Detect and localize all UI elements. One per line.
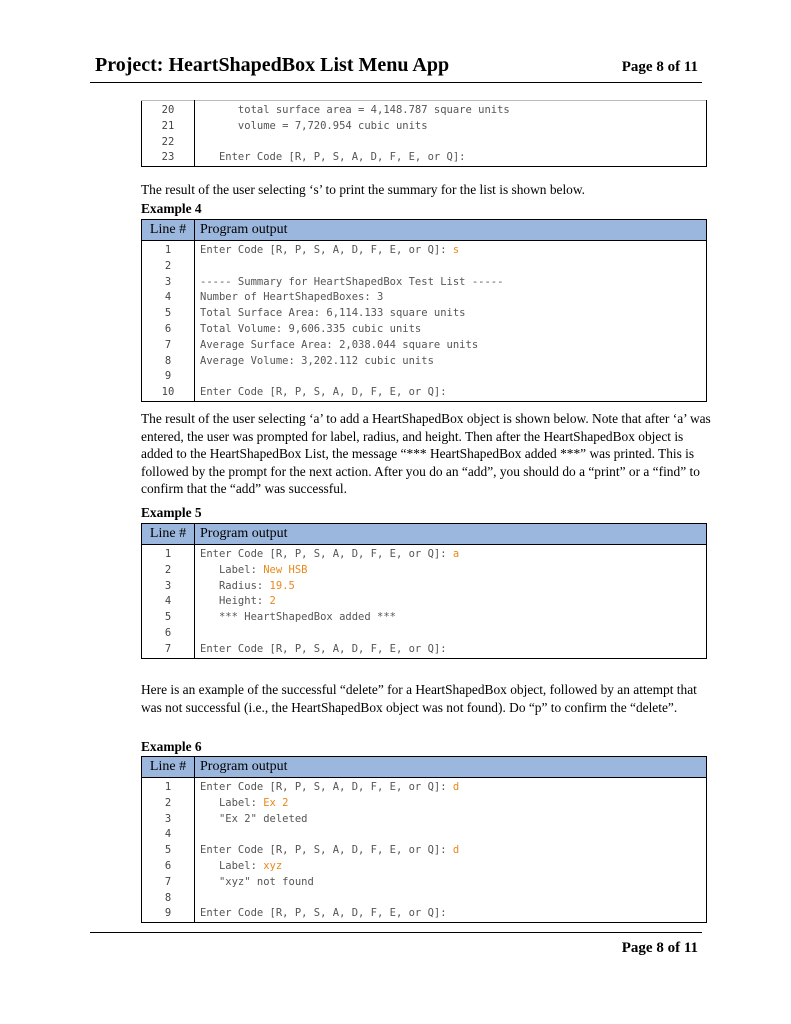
line-number: 4	[142, 594, 195, 610]
output-text: Enter Code [R, P, S, A, D, F, E, or Q]:	[200, 844, 453, 857]
output-row	[142, 322, 707, 338]
output-line	[195, 135, 707, 151]
paragraph-add-intro: The result of the user selecting ‘a’ to add a HeartShapedBox object is shown below. Note that after ‘a’ was entered, the user was prompted for label, radius, and height. Then after the HeartShapedBox object is added to the HeartShapedBox List, the message “*** HeartShapedBox added ***” was printed. This is followed by the prompt for the next action. After you do an “add”, you should do a “print” or a “find” to confirm that the “add” was successful.	[141, 411, 711, 496]
output-text: Average Surface Area: 2,038.044 square units	[200, 338, 479, 351]
line-number: 7	[142, 642, 195, 658]
output-text: total surface area = 4,148.787 square units	[200, 104, 510, 116]
output-text: Label:	[200, 796, 264, 809]
output-text: volume = 7,720.954 cubic units	[200, 119, 428, 132]
output-row	[142, 594, 707, 610]
output-text: Enter Code [R, P, S, A, D, F, E, or Q]:	[200, 151, 466, 164]
paragraph-summary-intro: The result of the user selecting ‘s’ to print the summary for the list is shown below.	[141, 182, 586, 197]
output-text: Total Surface Area: 6,114.133 square units	[200, 307, 466, 320]
line-number-header: Line #	[142, 757, 195, 778]
line-number: 3	[142, 579, 195, 595]
example-5-label: Example 5	[141, 505, 202, 520]
output-line	[195, 306, 707, 322]
output-line	[195, 241, 707, 259]
line-number: 4	[142, 290, 195, 306]
output-line	[195, 563, 707, 579]
output-row	[142, 101, 707, 119]
user-input: s	[452, 244, 460, 256]
output-line	[195, 626, 707, 642]
output-text: "Ex 2" deleted	[200, 812, 308, 825]
line-number: 1	[142, 778, 195, 796]
output-text: Number of HeartShapedBoxes: 3	[200, 291, 384, 304]
output-line	[195, 827, 707, 843]
output-line	[195, 875, 707, 891]
line-number: 8	[142, 891, 195, 907]
line-number: 2	[142, 563, 195, 579]
line-number: 7	[142, 875, 195, 891]
output-text: Enter Code [R, P, S, A, D, F, E, or Q]:	[200, 548, 453, 560]
output-line	[195, 369, 707, 385]
line-number: 1	[142, 241, 195, 259]
output-row	[142, 563, 707, 579]
line-number: 20	[142, 101, 195, 119]
output-row	[142, 812, 707, 828]
line-number: 7	[142, 338, 195, 354]
output-line	[195, 579, 707, 595]
continued-output-table	[141, 100, 707, 167]
line-number: 10	[142, 385, 195, 401]
output-text: Radius:	[200, 579, 270, 592]
output-line	[195, 101, 707, 119]
example-6-label: Example 6	[141, 739, 202, 754]
output-text: Total Volume: 9,606.335 cubic units	[200, 322, 422, 335]
output-line	[195, 843, 707, 859]
output-line	[195, 150, 707, 166]
line-number: 9	[142, 906, 195, 922]
line-number-header: Line #	[142, 524, 195, 545]
user-input: a	[452, 548, 460, 560]
page-footer	[90, 932, 702, 963]
user-input: Ex 2	[263, 796, 289, 809]
example-5-table	[141, 523, 707, 659]
output-text: *** HeartShapedBox added ***	[200, 611, 396, 624]
output-line	[195, 259, 707, 275]
output-row	[142, 150, 707, 166]
footer-page-number: Page 8 of 11	[621, 940, 698, 956]
user-input: xyz	[263, 859, 283, 872]
output-line	[195, 119, 707, 135]
output-line	[195, 812, 707, 828]
header-page-number: Page 8 of 11	[621, 59, 698, 75]
example-4-label: Example 4	[141, 201, 202, 216]
output-text: Average Volume: 3,202.112 cubic units	[200, 354, 434, 367]
output-row	[142, 259, 707, 275]
output-line	[195, 610, 707, 626]
output-row	[142, 843, 707, 859]
line-number: 6	[142, 322, 195, 338]
line-number: 4	[142, 827, 195, 843]
line-number: 6	[142, 859, 195, 875]
line-number-header: Line #	[142, 220, 195, 241]
output-row	[142, 796, 707, 812]
output-row	[142, 275, 707, 291]
output-row	[142, 545, 707, 563]
output-row	[142, 135, 707, 151]
output-line	[195, 778, 707, 796]
line-number: 9	[142, 369, 195, 385]
output-line	[195, 322, 707, 338]
output-row	[142, 891, 707, 907]
paragraph-delete-intro: Here is an example of the successful “delete” for a HeartShapedBox object, followed by an attempt that was not successful (i.e., the HeartShapedBox object was not found). Do “p” to confirm the “delete”.	[141, 682, 697, 715]
output-row	[142, 906, 707, 922]
output-line	[195, 891, 707, 907]
output-text: Enter Code [R, P, S, A, D, F, E, or Q]:	[200, 781, 453, 793]
program-output-header: Program output	[195, 524, 707, 545]
user-input: 2	[269, 595, 276, 608]
line-number: 2	[142, 796, 195, 812]
user-input: New HSB	[263, 563, 308, 576]
example-6-table	[141, 756, 707, 923]
output-text: Label:	[200, 859, 264, 872]
output-row	[142, 875, 707, 891]
output-row	[142, 626, 707, 642]
document-title: Project: HeartShapedBox List Menu App	[95, 54, 450, 76]
output-text: Enter Code [R, P, S, A, D, F, E, or Q]:	[200, 244, 453, 256]
line-number: 5	[142, 306, 195, 322]
line-number: 22	[142, 135, 195, 151]
line-number: 3	[142, 812, 195, 828]
output-row	[142, 859, 707, 875]
output-row	[142, 642, 707, 658]
output-row	[142, 241, 707, 259]
output-line	[195, 338, 707, 354]
user-input: 19.5	[269, 579, 295, 592]
output-row	[142, 290, 707, 306]
line-number: 5	[142, 843, 195, 859]
output-line	[195, 545, 707, 563]
line-number: 1	[142, 545, 195, 563]
output-line	[195, 642, 707, 658]
output-text: ----- Summary for HeartShapedBox Test List -----	[200, 275, 504, 288]
line-number: 5	[142, 610, 195, 626]
line-number: 23	[142, 150, 195, 166]
output-row	[142, 338, 707, 354]
output-text: Enter Code [R, P, S, A, D, F, E, or Q]:	[200, 642, 447, 655]
output-row	[142, 385, 707, 401]
output-text: Enter Code [R, P, S, A, D, F, E, or Q]:	[200, 907, 447, 920]
page-header	[90, 52, 702, 83]
output-line	[195, 906, 707, 922]
output-line	[195, 796, 707, 812]
output-row	[142, 306, 707, 322]
output-row	[142, 119, 707, 135]
output-line	[195, 859, 707, 875]
user-input: d	[452, 844, 460, 857]
output-text: Height:	[200, 595, 270, 608]
line-number: 3	[142, 275, 195, 291]
output-text: Label:	[200, 563, 264, 576]
program-output-header: Program output	[195, 220, 707, 241]
output-row	[142, 579, 707, 595]
output-text: Enter Code [R, P, S, A, D, F, E, or Q]:	[200, 386, 447, 399]
line-number: 8	[142, 354, 195, 370]
line-number: 6	[142, 626, 195, 642]
program-output-header: Program output	[195, 757, 707, 778]
output-line	[195, 290, 707, 306]
output-row	[142, 827, 707, 843]
output-line	[195, 275, 707, 291]
output-row	[142, 778, 707, 796]
output-row	[142, 354, 707, 370]
output-line	[195, 354, 707, 370]
output-row	[142, 369, 707, 385]
output-text: "xyz" not found	[200, 875, 314, 888]
output-line	[195, 594, 707, 610]
user-input: d	[452, 781, 460, 793]
output-row	[142, 610, 707, 626]
output-line	[195, 385, 707, 401]
line-number: 2	[142, 259, 195, 275]
example-4-table	[141, 219, 707, 402]
line-number: 21	[142, 119, 195, 135]
